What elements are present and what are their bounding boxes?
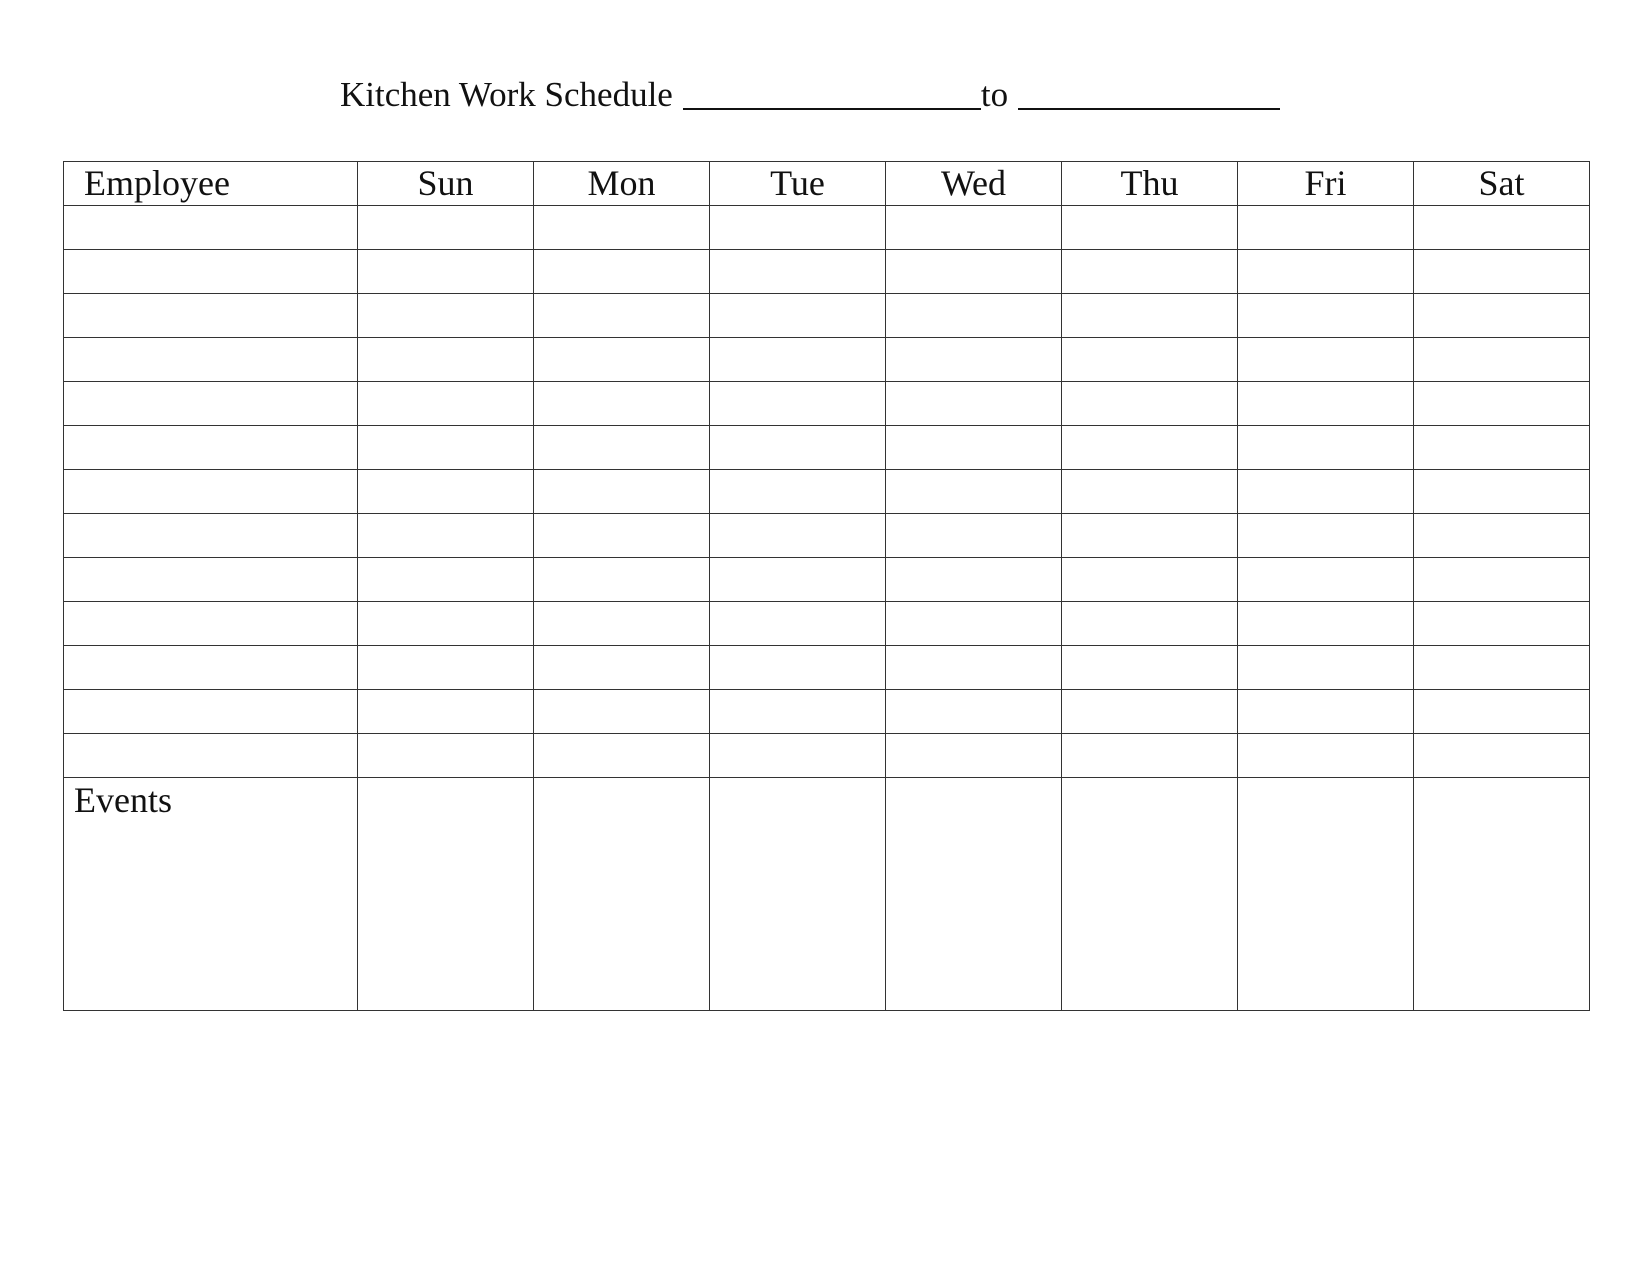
- shift-cell-wed[interactable]: [886, 602, 1062, 646]
- shift-cell-mon[interactable]: [534, 250, 710, 294]
- employee-name-cell[interactable]: [64, 690, 358, 734]
- shift-cell-tue[interactable]: [710, 206, 886, 250]
- shift-cell-thu[interactable]: [1062, 558, 1238, 602]
- shift-cell-mon[interactable]: [534, 602, 710, 646]
- shift-cell-fri[interactable]: [1238, 206, 1414, 250]
- shift-cell-sun[interactable]: [358, 250, 534, 294]
- employee-name-cell[interactable]: [64, 382, 358, 426]
- schedule-title-text: Kitchen Work Schedule: [340, 75, 673, 114]
- shift-cell-fri[interactable]: [1238, 646, 1414, 690]
- shift-cell-fri[interactable]: [1238, 690, 1414, 734]
- employee-name-cell[interactable]: [64, 250, 358, 294]
- shift-cell-wed[interactable]: [886, 690, 1062, 734]
- shift-cell-thu[interactable]: [1062, 602, 1238, 646]
- shift-cell-sun[interactable]: [358, 734, 534, 778]
- shift-cell-thu[interactable]: [1062, 250, 1238, 294]
- shift-cell-sat[interactable]: [1414, 602, 1590, 646]
- shift-cell-mon[interactable]: [534, 206, 710, 250]
- shift-cell-sat[interactable]: [1414, 250, 1590, 294]
- shift-cell-thu[interactable]: [1062, 206, 1238, 250]
- shift-cell-sat[interactable]: [1414, 338, 1590, 382]
- shift-cell-wed[interactable]: [886, 646, 1062, 690]
- shift-cell-sat[interactable]: [1414, 426, 1590, 470]
- employee-name-cell[interactable]: [64, 602, 358, 646]
- shift-cell-mon[interactable]: [534, 558, 710, 602]
- shift-cell-mon[interactable]: [534, 382, 710, 426]
- shift-cell-fri[interactable]: [1238, 470, 1414, 514]
- shift-cell-tue[interactable]: [710, 426, 886, 470]
- shift-cell-mon[interactable]: [534, 514, 710, 558]
- shift-cell-thu[interactable]: [1062, 734, 1238, 778]
- events-label: Events: [64, 778, 358, 1011]
- employee-header: Employee: [64, 162, 358, 206]
- shift-cell-thu[interactable]: [1062, 690, 1238, 734]
- employee-name-cell[interactable]: [64, 470, 358, 514]
- shift-cell-sat[interactable]: [1414, 690, 1590, 734]
- shift-cell-fri[interactable]: [1238, 734, 1414, 778]
- shift-cell-sat[interactable]: [1414, 294, 1590, 338]
- table-row: [64, 514, 1590, 558]
- events-cell-sat[interactable]: [1414, 778, 1590, 1011]
- day-header-wed: Wed: [886, 162, 1062, 206]
- shift-cell-mon[interactable]: [534, 646, 710, 690]
- shift-cell-tue[interactable]: [710, 558, 886, 602]
- shift-cell-wed[interactable]: [886, 734, 1062, 778]
- shift-cell-sun[interactable]: [358, 558, 534, 602]
- table-row: [64, 206, 1590, 250]
- employee-name-cell[interactable]: [64, 426, 358, 470]
- day-header-fri: Fri: [1238, 162, 1414, 206]
- shift-cell-wed[interactable]: [886, 470, 1062, 514]
- shift-cell-sat[interactable]: [1414, 382, 1590, 426]
- shift-cell-fri[interactable]: [1238, 294, 1414, 338]
- shift-cell-tue[interactable]: [710, 734, 886, 778]
- day-header-thu: Thu: [1062, 162, 1238, 206]
- shift-cell-fri[interactable]: [1238, 382, 1414, 426]
- to-label: to: [980, 75, 1009, 114]
- start-date-blank[interactable]: [683, 76, 981, 110]
- shift-cell-wed[interactable]: [886, 426, 1062, 470]
- shift-cell-thu[interactable]: [1062, 294, 1238, 338]
- shift-cell-tue[interactable]: [710, 690, 886, 734]
- day-header-sat: Sat: [1414, 162, 1590, 206]
- shift-cell-tue[interactable]: [710, 382, 886, 426]
- table-row: [64, 734, 1590, 778]
- shift-cell-thu[interactable]: [1062, 646, 1238, 690]
- end-date-blank[interactable]: [1018, 76, 1280, 110]
- shift-cell-thu[interactable]: [1062, 426, 1238, 470]
- employee-name-cell[interactable]: [64, 514, 358, 558]
- day-header-sun: Sun: [358, 162, 534, 206]
- events-cell-mon[interactable]: [534, 778, 710, 1011]
- table-row: [64, 338, 1590, 382]
- employee-name-cell[interactable]: [64, 206, 358, 250]
- employee-name-cell[interactable]: [64, 734, 358, 778]
- schedule-table: [63, 161, 1590, 1011]
- employee-name-cell[interactable]: [64, 338, 358, 382]
- shift-cell-sun[interactable]: [358, 294, 534, 338]
- shift-cell-wed[interactable]: [886, 294, 1062, 338]
- shift-cell-wed[interactable]: [886, 250, 1062, 294]
- shift-cell-sat[interactable]: [1414, 734, 1590, 778]
- shift-cell-thu[interactable]: [1062, 338, 1238, 382]
- table-row: [64, 250, 1590, 294]
- shift-cell-sat[interactable]: [1414, 206, 1590, 250]
- shift-cell-sun[interactable]: [358, 690, 534, 734]
- shift-cell-fri[interactable]: [1238, 602, 1414, 646]
- shift-cell-tue[interactable]: [710, 294, 886, 338]
- shift-cell-tue[interactable]: [710, 646, 886, 690]
- schedule-title: [340, 70, 1340, 120]
- table-row: [64, 646, 1590, 690]
- shift-cell-wed[interactable]: [886, 382, 1062, 426]
- shift-cell-sun[interactable]: [358, 382, 534, 426]
- shift-cell-tue[interactable]: [710, 602, 886, 646]
- shift-cell-sun[interactable]: [358, 426, 534, 470]
- day-header-tue: Tue: [710, 162, 886, 206]
- employee-name-cell[interactable]: [64, 294, 358, 338]
- shift-cell-sun[interactable]: [358, 206, 534, 250]
- shift-cell-mon[interactable]: [534, 338, 710, 382]
- shift-cell-mon[interactable]: [534, 470, 710, 514]
- table-row: [64, 470, 1590, 514]
- shift-cell-fri[interactable]: [1238, 514, 1414, 558]
- shift-cell-tue[interactable]: [710, 514, 886, 558]
- shift-cell-fri[interactable]: [1238, 250, 1414, 294]
- shift-cell-fri[interactable]: [1238, 426, 1414, 470]
- table-row: [64, 382, 1590, 426]
- shift-cell-tue[interactable]: [710, 250, 886, 294]
- events-cell-tue[interactable]: [710, 778, 886, 1011]
- shift-cell-wed[interactable]: [886, 514, 1062, 558]
- shift-cell-sun[interactable]: [358, 514, 534, 558]
- shift-cell-mon[interactable]: [534, 426, 710, 470]
- table-row: [64, 558, 1590, 602]
- table-row: [64, 690, 1590, 734]
- shift-cell-wed[interactable]: [886, 338, 1062, 382]
- shift-cell-fri[interactable]: [1238, 338, 1414, 382]
- shift-cell-sat[interactable]: [1414, 646, 1590, 690]
- shift-cell-wed[interactable]: [886, 206, 1062, 250]
- header-row: [64, 162, 1590, 206]
- shift-cell-mon[interactable]: [534, 294, 710, 338]
- shift-cell-sat[interactable]: [1414, 558, 1590, 602]
- shift-cell-wed[interactable]: [886, 558, 1062, 602]
- shift-cell-sun[interactable]: [358, 338, 534, 382]
- events-cell-thu[interactable]: [1062, 778, 1238, 1011]
- table-row: [64, 426, 1590, 470]
- shift-cell-sat[interactable]: [1414, 514, 1590, 558]
- events-cell-fri[interactable]: [1238, 778, 1414, 1011]
- table-row: [64, 294, 1590, 338]
- shift-cell-sat[interactable]: [1414, 470, 1590, 514]
- shift-cell-sun[interactable]: [358, 646, 534, 690]
- events-cell-sun[interactable]: [358, 778, 534, 1011]
- shift-cell-mon[interactable]: [534, 690, 710, 734]
- shift-cell-fri[interactable]: [1238, 558, 1414, 602]
- shift-cell-mon[interactable]: [534, 734, 710, 778]
- employee-rows: [64, 206, 1590, 778]
- shift-cell-thu[interactable]: [1062, 470, 1238, 514]
- employee-name-cell[interactable]: [64, 558, 358, 602]
- day-header-mon: Mon: [534, 162, 710, 206]
- shift-cell-tue[interactable]: [710, 470, 886, 514]
- events-row: [64, 778, 1590, 1011]
- shift-cell-thu[interactable]: [1062, 514, 1238, 558]
- shift-cell-sun[interactable]: [358, 602, 534, 646]
- shift-cell-sun[interactable]: [358, 470, 534, 514]
- shift-cell-thu[interactable]: [1062, 382, 1238, 426]
- shift-cell-tue[interactable]: [710, 338, 886, 382]
- table-row: [64, 602, 1590, 646]
- employee-name-cell[interactable]: [64, 646, 358, 690]
- events-cell-wed[interactable]: [886, 778, 1062, 1011]
